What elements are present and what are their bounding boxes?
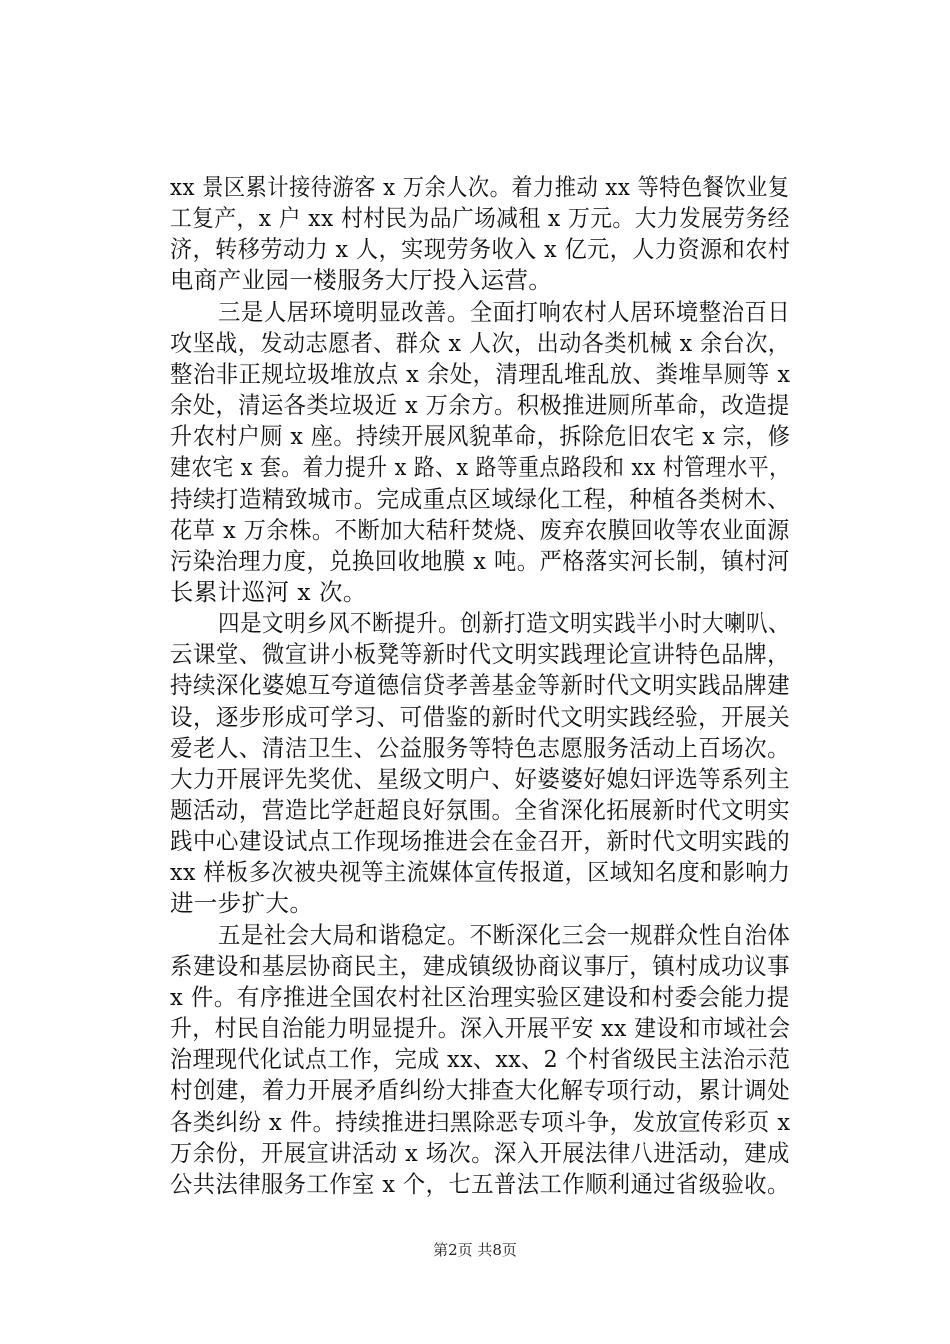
text-line: 万余份，开展宣讲活动 x 场次。深入开展法律八进活动，建成: [170, 1138, 790, 1167]
text-line: 升农村户厕 x 座。持续开展风貌革命，拆除危旧农宅 x 宗，修: [170, 422, 791, 451]
text-line: 济，转移劳动力 x 人，实现劳务收入 x 亿元，人力资源和农村: [170, 235, 791, 264]
text-line: 村创建，着力开展矛盾纠纷大排查大化解专项行动，累计调处: [170, 1076, 791, 1105]
text-line: 升，村民自治能力明显提升。深入开展平安 xx 建设和市域社会: [170, 1014, 791, 1043]
text-line: 大力开展评先奖优、星级文明户、好婆婆好媳妇评选等系列主: [170, 764, 791, 793]
text-line: x 件。有序推进全国农村社区治理实验区建设和村委会能力提: [170, 982, 790, 1011]
text-line: 治理现代化试点工作，完成 xx、xx、2 个村省级民主法治示范: [170, 1045, 791, 1074]
text-line: 题活动，营造比学赶超良好氛围。全省深化拓展新时代文明实: [170, 796, 791, 825]
paragraph-start-line: 三是人居环境明显改善。全面打响农村人居环境整治百日: [218, 297, 791, 326]
text-line: 系建设和基层协商民主，建成镇级协商议事厅，镇村成功议事: [170, 951, 791, 980]
text-line: 进一步扩大。: [170, 889, 314, 918]
text-line: 持续打造精致城市。完成重点区域绿化工程，种植各类树木、: [170, 484, 791, 513]
text-line: 花草 x 万余株。不断加大秸秆焚烧、废弃农膜回收等农业面源: [170, 515, 790, 544]
text-line: 攻坚战，发动志愿者、群众 x 人次，出动各类机械 x 余台次，: [170, 328, 791, 357]
text-line: 建农宅 x 套。着力提升 x 路、x 路等重点路段和 xx 村管理水平，: [170, 453, 791, 482]
text-line: 爱老人、清洁卫生、公益服务等特色志愿服务活动上百场次。: [170, 733, 791, 762]
paragraph-start-line: 五是社会大局和谐稳定。不断深化三会一规群众性自治体: [218, 920, 791, 949]
text-line: 长累计巡河 x 次。: [170, 577, 367, 606]
text-line: 整治非正规垃圾堆放点 x 余处，清理乱堆乱放、粪堆旱厕等 x: [170, 359, 791, 388]
text-line: 电商产业园一楼服务大厅投入运营。: [170, 266, 553, 295]
text-line: 持续深化婆媳互夸道德信贷孝善基金等新时代文明实践品牌建: [170, 671, 791, 700]
text-line: 余处，清运各类垃圾近 x 万余方。积极推进厕所革命，改造提: [170, 391, 790, 420]
text-line: 设，逐步形成可学习、可借鉴的新时代文明实践经验，开展关: [170, 702, 791, 731]
paragraph-start-line: 四是文明乡风不断提升。创新打造文明实践半小时大喇叭、: [218, 609, 791, 638]
page-number-footer: 第2页 共8页: [433, 1241, 517, 1259]
text-line: 污染治理力度，兑换回收地膜 x 吨。严格落实河长制，镇村河: [170, 546, 790, 575]
text-line: 公共法律服务工作室 x 个，七五普法工作顺利通过省级验收。: [170, 1169, 790, 1198]
text-line: 云课堂、微宣讲小板凳等新时代文明实践理论宣讲特色品牌，: [170, 640, 791, 669]
text-line: 践中心建设试点工作现场推进会在金召开，新时代文明实践的: [170, 827, 791, 856]
text-line: xx 样板多次被央视等主流媒体宣传报道，区域知名度和影响力: [170, 858, 791, 887]
text-line: 各类纠纷 x 件。持续推进扫黑除恶专项斗争，发放宣传彩页 x: [170, 1107, 791, 1136]
text-line: 工复产，x 户 xx 村村民为品广场减租 x 万元。大力发展劳务经: [170, 204, 790, 233]
text-line: xx 景区累计接待游客 x 万余人次。着力推动 xx 等特色餐饮业复: [170, 173, 790, 201]
